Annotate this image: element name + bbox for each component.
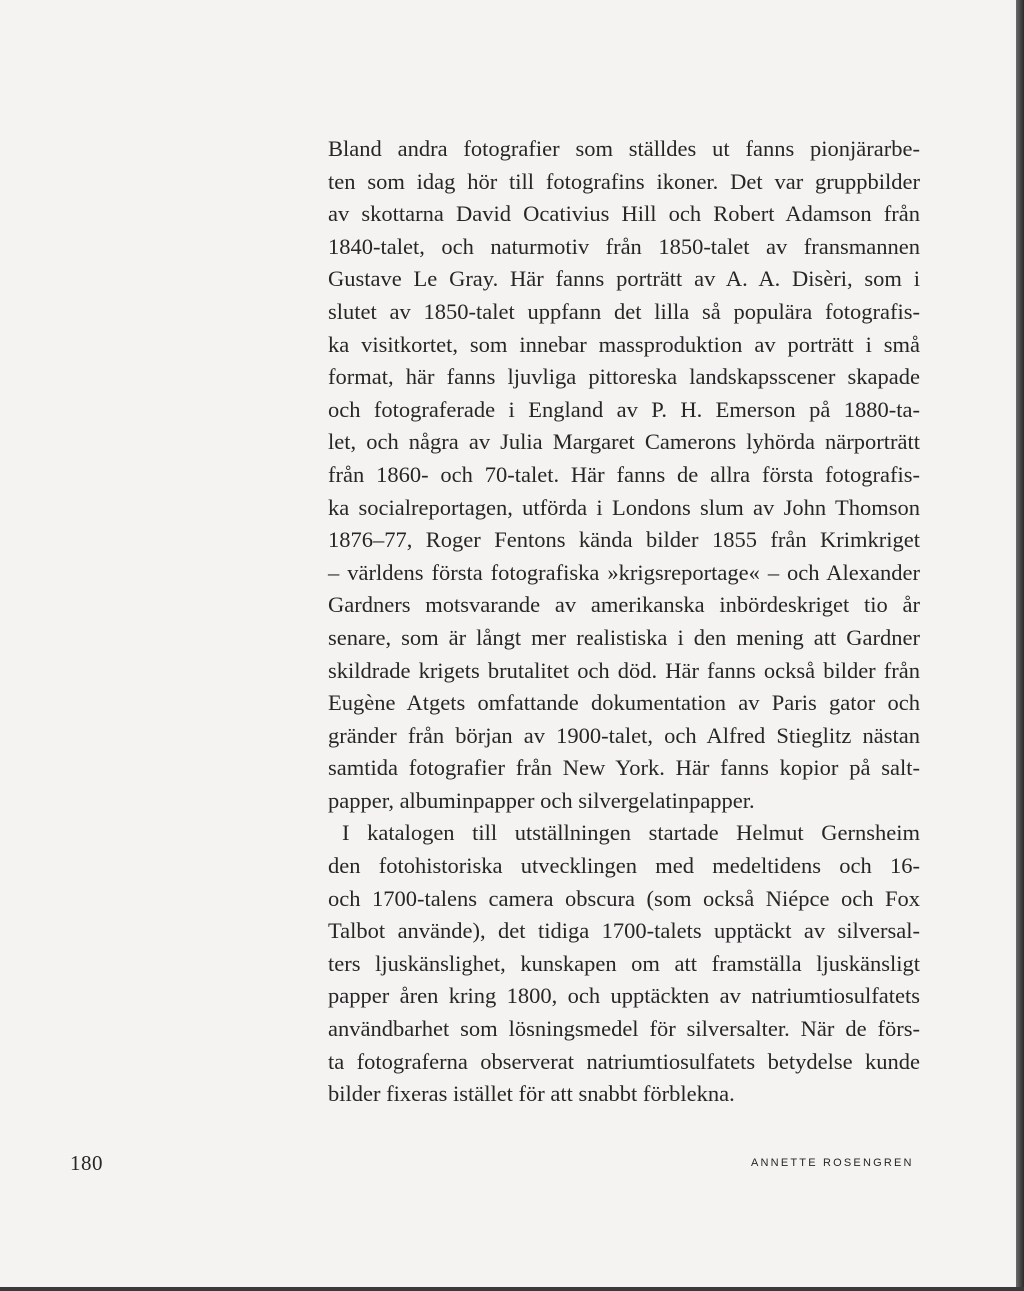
text-line: format, här fanns ljuvliga pittoreska landskapsscener skapade [328, 364, 920, 390]
text-line: papper åren kring 1800, och upptäckten av natriumtiosulfatets [328, 983, 920, 1009]
body-text [328, 133, 920, 1111]
page-number: 180 [70, 1151, 103, 1175]
text-line: ta fotograferna observerat natriumtiosulfatets betydelse kunde [328, 1048, 920, 1074]
text-line: av skottarna David Ocativius Hill och Robert Adamson från [328, 201, 920, 227]
text-line: ten som idag hör till fotografins ikoner. Det var gruppbilder [328, 168, 920, 194]
text-line: papper, albuminpapper och silvergelatinpapper. [328, 787, 755, 813]
text-line: slutet av 1850-talet uppfann det lilla så populära fotografis- [328, 298, 920, 324]
page-bottom-shadow [0, 1287, 1024, 1291]
page-edge-shadow [1016, 0, 1024, 1291]
text-line: Gardners motsvarande av amerikanska inbördeskriget tio år [328, 592, 920, 618]
text-line: Gustave Le Gray. Här fanns porträtt av A. A. Disèri, som i [328, 266, 920, 292]
paragraph-1 [328, 133, 920, 817]
text-line: Bland andra fotografier som ställdes ut fanns pionjärarbe- [328, 136, 920, 161]
paragraph-2 [328, 817, 920, 1110]
text-line: bilder fixeras istället för att snabbt förblekna. [328, 1081, 735, 1107]
text-line: senare, som är långt mer realistiska i den mening att Gardner [328, 624, 920, 650]
text-line: let, och några av Julia Margaret Camerons lyhörda närporträtt [328, 429, 920, 455]
text-line: Eugène Atgets omfattande dokumentation av Paris gator och [328, 690, 920, 716]
text-line: skildrade krigets brutalitet och död. Här fanns också bilder från [328, 657, 920, 683]
text-line: samtida fotografier från New York. Här fanns kopior på salt- [328, 755, 920, 781]
text-line: I katalogen till utställningen startade Helmut Gernsheim [342, 820, 920, 846]
text-line: 1876–77, Roger Fentons kända bilder 1855 från Krimkriget [328, 527, 920, 553]
running-head-author: ANNETTE ROSENGREN [751, 1157, 914, 1169]
text-line: från 1860- och 70-talet. Här fanns de allra första fotografis- [328, 461, 920, 487]
text-line: Talbot använde), det tidiga 1700-talets upptäckt av silversal- [328, 918, 920, 944]
text-line: ters ljuskänslighet, kunskapen om att framställa ljuskänsligt [328, 950, 920, 976]
text-line: – världens första fotografiska »krigsreportage« – och Alexander [328, 559, 920, 585]
text-line: 1840-talet, och naturmotiv från 1850-talet av fransmannen [328, 233, 920, 259]
text-line: och fotograferade i England av P. H. Emerson på 1880-ta- [328, 396, 920, 422]
text-line: ka visitkortet, som innebar massproduktion av porträtt i små [328, 331, 920, 357]
text-line: och 1700-talens camera obscura (som också Niépce och Fox [328, 885, 920, 911]
text-line: den fotohistoriska utvecklingen med medeltidens och 16- [328, 853, 920, 879]
text-line: gränder från början av 1900-talet, och Alfred Stieglitz nästan [328, 722, 920, 748]
text-line: ka socialreportagen, utförda i Londons slum av John Thomson [328, 494, 920, 520]
text-line: användbarhet som lösningsmedel för silversalter. När de förs- [328, 1016, 920, 1042]
